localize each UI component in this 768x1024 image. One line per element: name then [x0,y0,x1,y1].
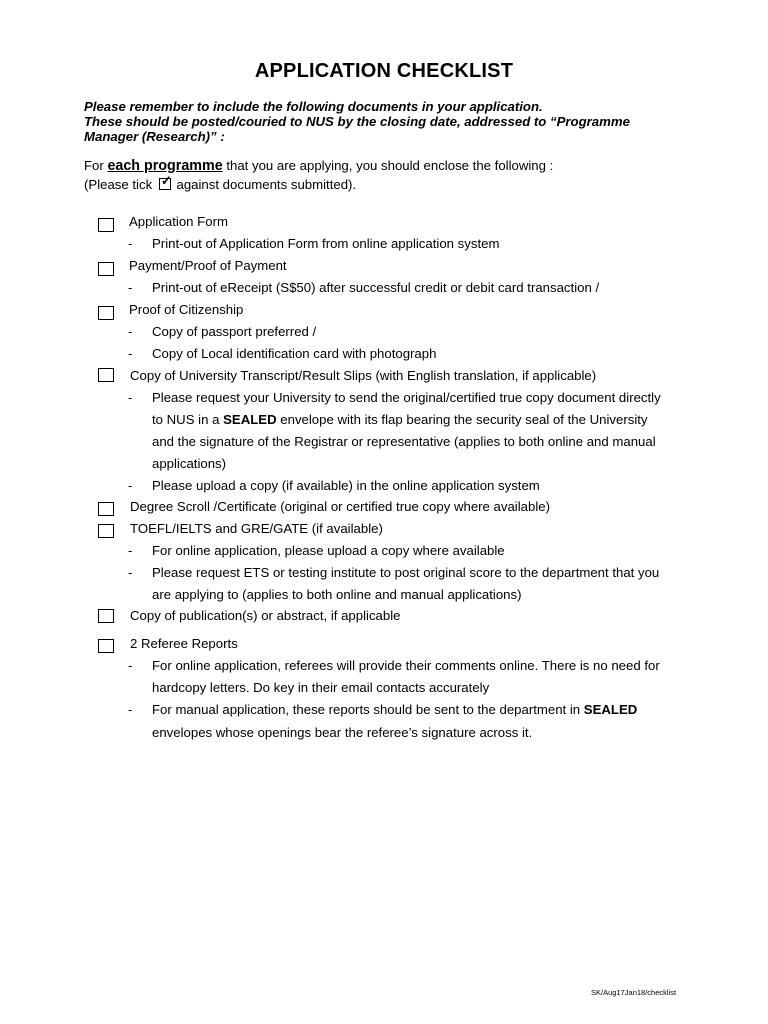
sub-item: Please upload a copy (if available) in the online application system [152,478,540,493]
dash-bullet: - [128,236,133,251]
item-degree: Degree Scroll /Certificate (original or certified true copy where available) [130,499,550,514]
dash-bullet: - [128,324,133,339]
sub-item-continued: envelopes whose openings bear the referee’s signature across it. [152,725,533,740]
dash-bullet: - [128,543,133,558]
sub-item [152,702,637,717]
checkbox-toefl[interactable] [98,524,114,538]
checkbox-degree[interactable] [98,502,114,516]
item-publication: Copy of publication(s) or abstract, if applicable [130,608,401,623]
intro-line: These should be posted/couried to NUS by the closing date, addressed to “Programme [84,114,630,129]
dash-bullet: - [128,658,133,673]
dash-bullet: - [128,565,133,580]
tick-instruction [84,173,357,192]
dash-bullet: - [128,346,133,361]
sealed-emphasis: SEALED [583,702,638,717]
dash-bullet: - [128,280,133,295]
dash-bullet: - [128,702,133,717]
sub-item: Please request your University to send the original/certified true copy document directly [152,390,661,405]
checkbox-referee[interactable] [98,639,114,653]
sub-item-continued [152,412,648,427]
sub-item-continued: hardcopy letters. Do key in their email contacts accurately [152,680,490,695]
instruction-line [84,158,553,174]
instruction-suffix: that you are applying, you should enclose the following : [222,158,554,173]
checkbox-citizenship[interactable] [98,306,114,320]
intro-line: Please remember to include the following documents in your application. [84,99,543,114]
dash-bullet: - [128,390,133,405]
checkbox-transcript[interactable] [98,368,114,382]
item-transcript: Copy of University Transcript/Result Slips (with English translation, if applicable) [130,368,597,383]
item-citizenship: Proof of Citizenship [129,302,244,317]
sub-item: Copy of passport preferred / [152,324,317,339]
item-application-form: Application Form [129,214,228,229]
item-toefl: TOEFL/IELTS and GRE/GATE (if available) [130,521,383,536]
sub-item: For online application, referees will provide their comments online. There is no need for [152,658,660,673]
sub-item: Print-out of eReceipt (S$50) after successful credit or debit card transaction / [152,280,600,295]
instruction-emphasis: each programme [107,158,223,174]
tick-prefix: (Please tick [84,177,156,192]
intro-line: Manager (Research)” : [84,129,225,144]
sub-item-continued: and the signature of the Registrar or representative (applies to both online and manual [152,434,656,449]
page-title: APPLICATION CHECKLIST [254,60,514,82]
item-payment: Payment/Proof of Payment [129,258,287,273]
dash-bullet: - [128,478,133,493]
checkbox-publication[interactable] [98,609,114,623]
sub-item: Please request ETS or testing institute to post original score to the department that you [152,565,660,580]
instruction-prefix: For [84,158,108,173]
sub-item: Copy of Local identification card with photograph [152,346,437,361]
item-referee: 2 Referee Reports [130,636,238,651]
sub-text: envelope with its flap bearing the security seal of the University [276,412,648,427]
intro-note [84,99,684,144]
ticked-checkbox-icon [159,173,172,190]
checkbox-application-form[interactable] [98,218,114,232]
check-mark-icon: ✓ [160,173,172,188]
sub-item-continued: applications) [152,456,227,471]
tick-suffix: against documents submitted). [172,177,357,192]
sub-text: to NUS in a [152,412,224,427]
sub-item-continued: are applying to (applies to both online and manual applications) [152,587,522,602]
sub-item: Print-out of Application Form from online application system [152,236,500,251]
sub-text: For manual application, these reports should be sent to the department in [152,702,584,717]
checkbox-payment[interactable] [98,262,114,276]
sub-item: For online application, please upload a copy where available [152,543,505,558]
footer-reference: SK/Aug17Jan18/checklist [591,988,677,997]
sealed-emphasis: SEALED [223,412,277,427]
